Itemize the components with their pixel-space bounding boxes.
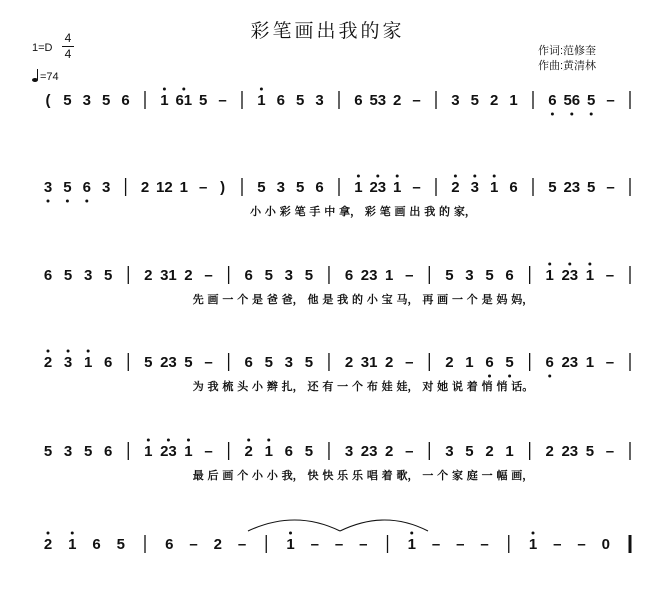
note-digit: 1: [264, 443, 273, 460]
note-digit: 23: [160, 354, 177, 371]
note-digit: 6: [509, 179, 518, 196]
note-digit: 1: [490, 179, 499, 196]
octave-dot-below: [47, 200, 50, 203]
note-digit: 5: [445, 267, 454, 284]
octave-dot-above: [47, 532, 50, 535]
note-digit: 23: [561, 443, 579, 460]
score-row: [44, 439, 630, 483]
dash-mark: –: [412, 179, 421, 196]
note-digit: 5: [296, 179, 305, 196]
score-row: [44, 532, 630, 554]
dash-mark: –: [456, 536, 465, 553]
note-digit: 23: [160, 443, 177, 460]
dash-mark: –: [605, 354, 615, 371]
note-digit: 1: [585, 354, 595, 371]
dash-mark: –: [480, 536, 489, 553]
note-digit: 1: [528, 536, 538, 553]
bracket-mark: ): [220, 179, 226, 196]
note-digit: 2: [485, 443, 494, 460]
note-digit: 5: [505, 354, 514, 371]
octave-dot-above: [163, 88, 166, 91]
dash-mark: –: [405, 354, 414, 371]
note-digit: 6: [82, 179, 91, 196]
note-digit: 5: [264, 267, 273, 284]
note-digit: 3: [470, 179, 479, 196]
note-digit: 5: [304, 443, 314, 460]
note-digit: 5: [83, 443, 93, 460]
note-digit: 5: [470, 92, 479, 109]
octave-dot-above: [454, 175, 457, 178]
note-digit: 61: [175, 92, 193, 109]
note-digit: 6: [244, 267, 253, 284]
note-digit: 3: [465, 267, 474, 284]
note-digit: 31: [360, 354, 378, 371]
dash-mark: –: [359, 536, 368, 553]
note-digit: 1: [407, 536, 416, 553]
score-row: [44, 350, 630, 394]
note-digit: 56: [563, 92, 581, 109]
note-digit: 23: [561, 354, 579, 371]
note-digit: 1: [465, 354, 474, 371]
octave-dot-above: [167, 439, 170, 442]
tempo-value: =74: [40, 71, 59, 83]
note-digit: 3: [63, 443, 73, 460]
note-digit: 2: [144, 267, 153, 284]
octave-dot-above: [357, 175, 360, 178]
note-digit: 5: [63, 179, 72, 196]
dash-mark: –: [405, 267, 414, 284]
composer-credit: 作曲:黄清林: [538, 60, 597, 72]
dash-mark: –: [218, 92, 227, 109]
note-digit: 1: [68, 536, 77, 553]
octave-dot-above: [247, 439, 250, 442]
note-digit: 53: [369, 92, 387, 109]
note-digit: 2: [213, 536, 222, 553]
dash-mark: –: [605, 267, 615, 284]
dash-mark: –: [412, 92, 421, 109]
note-digit: 5: [199, 92, 208, 109]
note-digit: 3: [451, 92, 460, 109]
note-digit: 6: [43, 267, 53, 284]
note-digit: 5: [116, 536, 125, 553]
note-digit: 1: [385, 267, 394, 284]
octave-dot-above: [71, 532, 74, 535]
note-digit: 1: [144, 443, 153, 460]
octave-dot-below: [66, 200, 69, 203]
note-digit: 31: [160, 267, 177, 284]
note-digit: 2: [344, 354, 354, 371]
note-digit: 5: [548, 179, 557, 196]
note-digit: 1: [509, 92, 518, 109]
note-digit: 6: [344, 267, 354, 284]
note-digit: 6: [165, 536, 174, 553]
note-digit: 5: [63, 267, 73, 284]
score-row: [46, 88, 631, 116]
octave-dot-above: [473, 175, 476, 178]
note-digit: 5: [304, 267, 314, 284]
note-digit: 6: [354, 92, 363, 109]
note-digit: 6: [284, 443, 293, 460]
dash-mark: –: [204, 443, 213, 460]
note-digit: 3: [284, 267, 293, 284]
time-signature-top: 4: [64, 31, 72, 45]
note-digit: 3: [284, 354, 293, 371]
note-digit: 12: [156, 179, 173, 196]
note-digit: 5: [585, 443, 595, 460]
note-digit: 3: [445, 443, 454, 460]
note-digit: 23: [563, 179, 581, 196]
note-digit: 0: [601, 536, 610, 553]
note-digit: 23: [360, 267, 378, 284]
octave-dot-above: [87, 350, 90, 353]
lyric-line: 最 后 画 个 小 小 我， 快 快 乐 乐 唱 着 歌， 一 个 家 庭 一 幅 画，: [192, 469, 534, 482]
octave-dot-below: [85, 200, 88, 203]
score-row: [44, 175, 630, 219]
note-digit: 5: [257, 179, 266, 196]
note-digit: 2: [490, 92, 499, 109]
note-digit: 2: [385, 443, 394, 460]
lyric-line: 小 小 彩 笔 手 中 拿， 彩 笔 画 出 我 的 家，: [250, 205, 476, 218]
note-digit: 2: [393, 92, 402, 109]
note-digit: 2: [244, 443, 253, 460]
note-digit: 1: [83, 354, 93, 371]
note-digit: 23: [561, 267, 579, 284]
note-digit: 6: [315, 179, 324, 196]
note-digit: 3: [82, 92, 91, 109]
octave-dot-below: [508, 375, 511, 378]
note-digit: 1: [585, 267, 595, 284]
note-digit: 2: [43, 354, 53, 371]
lyric-line: 为 我 梳 头 小 辫 扎， 还 有 一 个 布 娃 娃， 对 她 说 着 悄 悄 话。: [192, 380, 534, 393]
note-digit: 5: [102, 92, 111, 109]
octave-dot-below: [551, 113, 554, 116]
score-row: [44, 263, 630, 307]
note-digit: 2: [140, 179, 150, 196]
note-digit: 23: [369, 179, 387, 196]
note-digit: 5: [465, 443, 474, 460]
dash-mark: –: [553, 536, 562, 553]
octave-dot-above: [493, 175, 496, 178]
dash-mark: –: [310, 536, 319, 553]
note-digit: 5: [587, 179, 596, 196]
dash-mark: –: [204, 354, 213, 371]
note-digit: 6: [505, 267, 514, 284]
note-digit: 6: [92, 536, 101, 553]
note-digit: 2: [445, 354, 454, 371]
note-digit: 3: [43, 179, 53, 196]
note-digit: 2: [385, 354, 394, 371]
note-digit: 5: [264, 354, 273, 371]
octave-dot-above: [67, 350, 70, 353]
note-digit: 1: [393, 179, 402, 196]
key-signature: 1=D: [32, 42, 53, 54]
note-digit: 5: [63, 92, 72, 109]
octave-dot-below: [590, 113, 593, 116]
dash-mark: –: [405, 443, 414, 460]
dash-mark: –: [199, 179, 208, 196]
note-digit: 1: [179, 179, 188, 196]
tie-arc: [248, 520, 340, 531]
octave-dot-above: [548, 263, 551, 266]
dash-mark: –: [605, 443, 615, 460]
lyric-line: 先 画 一 个 是 爸 爸， 他 是 我 的 小 宝 马， 再 画 一 个 是 妈 妈，: [192, 293, 534, 306]
octave-dot-above: [182, 88, 185, 91]
note-digit: 2: [43, 536, 53, 553]
octave-dot-above: [532, 532, 535, 535]
octave-dot-above: [47, 350, 50, 353]
dash-mark: –: [577, 536, 586, 553]
bracket-mark: (: [45, 92, 51, 109]
note-digit: 6: [276, 92, 285, 109]
note-digit: 6: [121, 92, 130, 109]
octave-dot-above: [289, 532, 292, 535]
octave-dot-above: [260, 88, 263, 91]
dash-mark: –: [606, 179, 615, 196]
note-digit: 1: [257, 92, 266, 109]
octave-dot-above: [147, 439, 150, 442]
octave-dot-above: [396, 175, 399, 178]
note-digit: 2: [451, 179, 460, 196]
note-digit: 1: [184, 443, 193, 460]
note-digit: 6: [545, 354, 554, 371]
tie-arc: [340, 520, 428, 531]
note-digit: 5: [184, 354, 193, 371]
note-digit: 5: [587, 92, 596, 109]
note-digit: 1: [545, 267, 554, 284]
note-digit: 1: [286, 536, 295, 553]
octave-dot-above: [187, 439, 190, 442]
note-digit: 3: [315, 92, 324, 109]
lyricist-credit: 作词:范修奎: [538, 45, 597, 57]
note-digit: 1: [160, 92, 169, 109]
octave-dot-above: [267, 439, 270, 442]
note-digit: 6: [548, 92, 557, 109]
note-digit: 6: [244, 354, 253, 371]
note-digit: 6: [485, 354, 494, 371]
note-digit: 5: [104, 267, 113, 284]
dash-mark: –: [237, 536, 247, 553]
note-digit: 3: [102, 179, 111, 196]
note-digit: 6: [104, 354, 113, 371]
note-digit: 5: [144, 354, 153, 371]
octave-dot-above: [588, 263, 591, 266]
note-digit: 5: [43, 443, 53, 460]
note-digit: 5: [485, 267, 494, 284]
note-digit: 1: [505, 443, 514, 460]
dash-mark: –: [606, 92, 615, 109]
note-digit: 3: [63, 354, 73, 371]
dash-mark: –: [204, 267, 213, 284]
dash-mark: –: [189, 536, 198, 553]
note-digit: 3: [83, 267, 93, 284]
octave-dot-below: [548, 375, 551, 378]
octave-dot-above: [376, 175, 379, 178]
song-title: 彩笔画出我的家: [250, 20, 405, 42]
note-digit: 5: [296, 92, 305, 109]
time-signature-bottom: 4: [64, 47, 72, 61]
octave-dot-above: [568, 263, 571, 266]
octave-dot-below: [570, 113, 573, 116]
note-digit: 3: [344, 443, 354, 460]
note-digit: 23: [360, 443, 378, 460]
note-digit: 5: [304, 354, 314, 371]
note-digit: 2: [184, 267, 193, 284]
note-digit: 3: [276, 179, 285, 196]
note-digit: 1: [354, 179, 363, 196]
note-digit: 6: [104, 443, 113, 460]
dash-mark: –: [334, 536, 344, 553]
octave-dot-below: [488, 375, 491, 378]
octave-dot-above: [410, 532, 413, 535]
dash-mark: –: [431, 536, 441, 553]
note-digit: 2: [545, 443, 554, 460]
